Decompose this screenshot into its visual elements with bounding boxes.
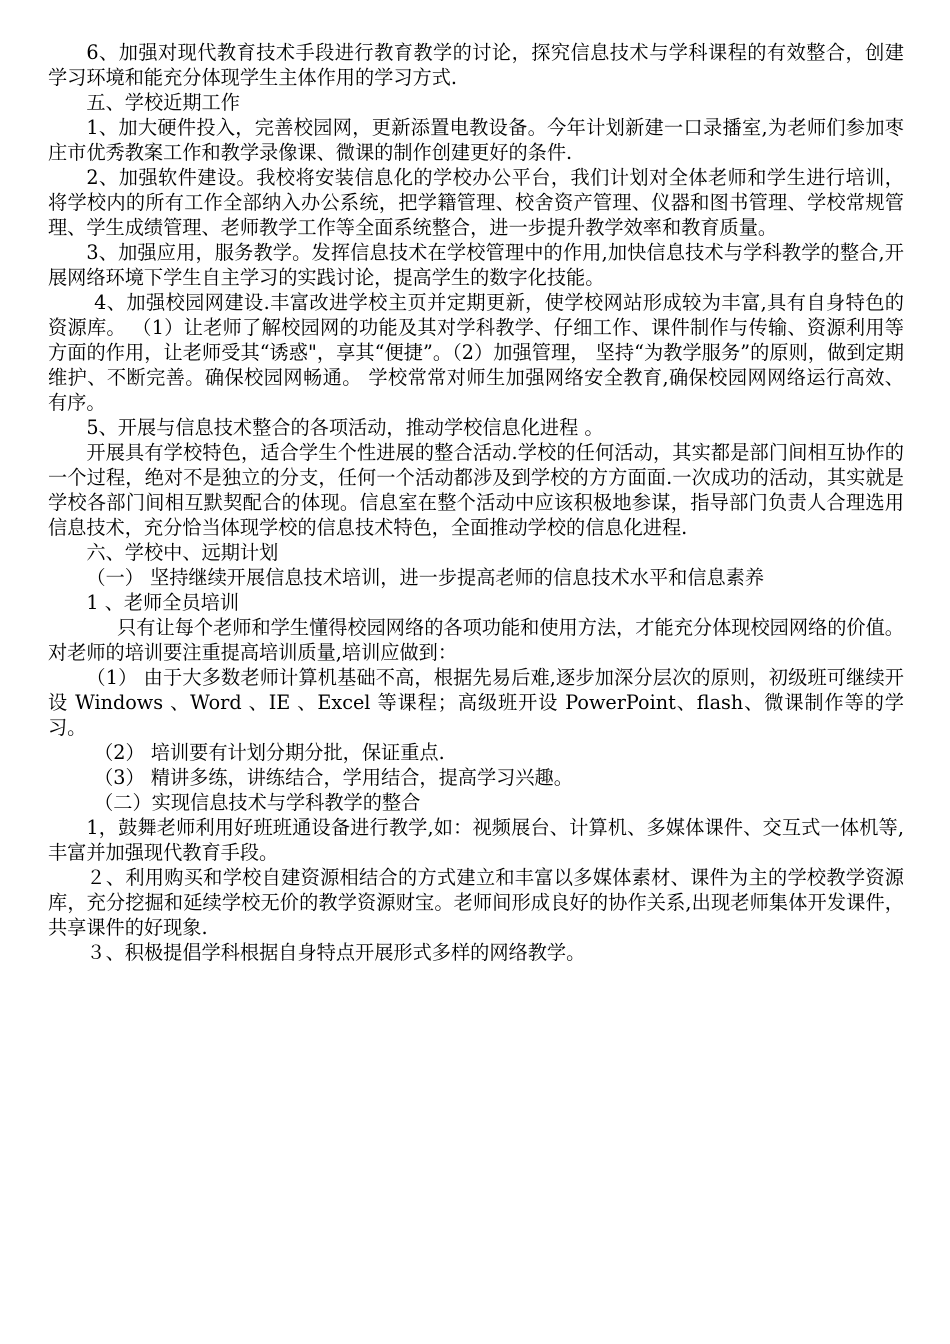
subsection-heading-2: （二）实现信息技术与学科教学的整合 — [94, 791, 421, 814]
paragraph-teacher-training: 1 、老师全员培训 — [86, 591, 240, 614]
paragraph-campus-network: 4、加强校园网建设.丰富改进学校主页并定期更新，使学校网站形成较为丰富,具有自身特色的资源库。 （1）让老师了解校园网的功能及其对学科教学、仔细工作、课件制作与传输、资源利用等方面的作用，让老师受其“诱惑"，享其“便捷”。（2）加强管理， 坚持“为教学服务”的原则，做到定期维护、不断完善。确保校园网畅通。 学校常常对师生加强网络安全教育,确保校园网网络运行高效、有序。 — [48, 291, 904, 414]
paragraph-activities: 5、开展与信息技术整合的各项活动，推动学校信息化进程 。 — [86, 416, 604, 439]
paragraph-resource-library: ２、利用购买和学校自建资源相结合的方式建立和丰富以多媒体素材、课件为主的学校教学资源库，充分挖掘和延续学校无价的教学资源财宝。老师间形成良好的协作关系,出现老师集体开发课件，共享课件的好现象. — [48, 866, 904, 939]
document-page — [48, 40, 904, 965]
list-item-training-1: （1） 由于大多数老师计算机基础不高，根据先易后难,逐步加深分层次的原则，初级班可继续开设 Windows 、Word 、IE 、Excel 等课程；高级班开设 PowerPoint、flash、微课制作等的学习。 — [48, 666, 904, 739]
section-heading-5: 五、学校近期工作 — [86, 91, 240, 114]
paragraph-item-6: 6、加强对现代教育技术手段进行教育教学的讨论，探究信息技术与学科课程的有效整合，创建学习环境和能充分体现学生主体作用的学习方式. — [48, 41, 904, 89]
paragraph-software: 2、加强软件建设。我校将安装信息化的学校办公平台，我们计划对全体老师和学生进行培训，将学校内的所有工作全部纳入办公系统，把学籍管理、校舍资产管理、仪器和图书管理、学校常规管理、学生成绩管理、老师教学工作等全面系统整合，进一步提升教学效率和教育质量。 — [48, 166, 904, 239]
paragraph-application: 3、加强应用，服务教学。发挥信息技术在学校管理中的作用,加快信息技术与学科教学的整合,开展网络环境下学生自主学习的实践讨论，提高学生的数字化技能。 — [48, 241, 904, 289]
subsection-heading-1: （一） 坚持继续开展信息技术培训，进一步提高老师的信息技术水平和信息素养 — [86, 566, 765, 589]
paragraph-training-intro: 只有让每个老师和学生懂得校园网络的各项功能和使用方法，才能充分体现校园网络的价值。对老师的培训要注重提高培训质量,培训应做到： — [48, 616, 904, 664]
list-item-training-3: （3） 精讲多练，讲练结合，学用结合，提高学习兴趣。 — [94, 766, 573, 789]
paragraph-network-teaching: ３、积极提倡学科根据自身特点开展形式多样的网络教学。 — [86, 941, 586, 964]
section-heading-6: 六、学校中、远期计划 — [86, 541, 279, 564]
list-item-training-2: （2） 培训要有计划分期分批，保证重点. — [94, 741, 445, 764]
paragraph-class-devices: 1，鼓舞老师利用好班班通设备进行教学,如：视频展台、计算机、多媒体课件、交互式一体机等,丰富并加强现代教育手段。 — [48, 816, 904, 864]
paragraph-integration: 开展具有学校特色，适合学生个性进展的整合活动.学校的任何活动，其实都是部门间相互协作的一个过程，绝对不是独立的分支，任何一个活动都涉及到学校的方方面面.一次成功的活动，其实就是学校各部门间相互默契配合的体现。信息室在整个活动中应该积极地参谋，指导部门负责人合理选用信息技术，充分恰当体现学校的信息技术特色，全面推动学校的信息化进程. — [48, 441, 904, 539]
paragraph-hardware: 1、加大硬件投入，完善校园网，更新添置电教设备。今年计划新建一口录播室,为老师们参加枣庄市优秀教案工作和教学录像课、微课的制作创建更好的条件. — [48, 116, 904, 164]
